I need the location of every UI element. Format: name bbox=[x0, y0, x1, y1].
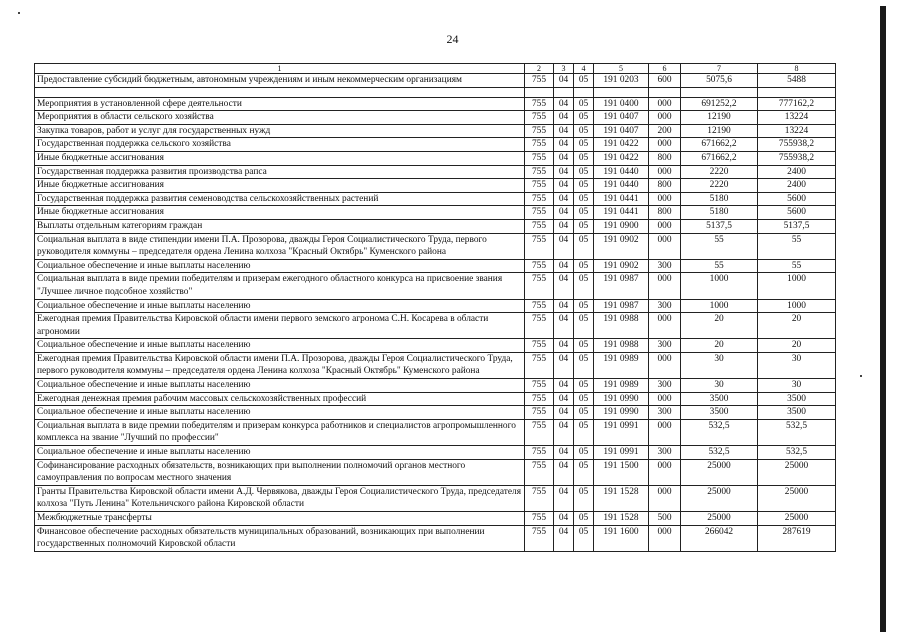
row-section: 04 bbox=[554, 512, 574, 526]
row-expense-type: 000 bbox=[649, 219, 681, 233]
row-amount-year2: 777162,2 bbox=[758, 97, 836, 111]
spacer-cell bbox=[758, 87, 836, 97]
row-amount-year2: 2400 bbox=[758, 165, 836, 179]
spacer-cell bbox=[649, 87, 681, 97]
row-admin-code: 755 bbox=[525, 179, 554, 193]
scan-edge-bar bbox=[880, 6, 886, 632]
table-row bbox=[35, 219, 836, 233]
row-target-article: 191 0422 bbox=[594, 151, 649, 165]
header-cell: 3 bbox=[554, 64, 574, 74]
row-target-article: 191 0400 bbox=[594, 97, 649, 111]
row-subsection: 05 bbox=[574, 379, 594, 393]
row-subsection: 05 bbox=[574, 165, 594, 179]
row-description: Социальное обеспечение и иные выплаты населению bbox=[35, 339, 525, 353]
table-row bbox=[35, 459, 836, 485]
row-admin-code: 755 bbox=[525, 151, 554, 165]
row-expense-type: 000 bbox=[649, 459, 681, 485]
row-admin-code: 755 bbox=[525, 259, 554, 273]
row-subsection: 05 bbox=[574, 273, 594, 299]
row-amount-year2: 3500 bbox=[758, 392, 836, 406]
row-description: Закупка товаров, работ и услуг для государственных нужд bbox=[35, 124, 525, 138]
row-admin-code: 755 bbox=[525, 459, 554, 485]
page-number: 24 bbox=[446, 32, 459, 46]
table-row bbox=[35, 192, 836, 206]
table-row bbox=[35, 165, 836, 179]
row-subsection: 05 bbox=[574, 419, 594, 445]
row-section: 04 bbox=[554, 151, 574, 165]
row-target-article: 191 0441 bbox=[594, 192, 649, 206]
row-amount-year2: 1000 bbox=[758, 273, 836, 299]
row-subsection: 05 bbox=[574, 206, 594, 220]
row-amount-year1: 5075,6 bbox=[681, 74, 758, 88]
row-expense-type: 200 bbox=[649, 124, 681, 138]
row-description: Социальное обеспечение и иные выплаты населению bbox=[35, 299, 525, 313]
row-target-article: 191 1528 bbox=[594, 512, 649, 526]
row-expense-type: 000 bbox=[649, 352, 681, 378]
row-description: Социальная выплата в виде премии победителям и призерам ежегодного областного конкурса на присвоение звания "Лучшее личное подсобное хозяйство" bbox=[35, 273, 525, 299]
row-target-article: 191 0441 bbox=[594, 206, 649, 220]
spacer-row bbox=[35, 87, 836, 97]
row-admin-code: 755 bbox=[525, 219, 554, 233]
row-section: 04 bbox=[554, 419, 574, 445]
header-cell: 4 bbox=[574, 64, 594, 74]
table-row bbox=[35, 138, 836, 152]
row-admin-code: 755 bbox=[525, 206, 554, 220]
row-target-article: 191 0987 bbox=[594, 299, 649, 313]
row-subsection: 05 bbox=[574, 233, 594, 259]
row-amount-year1: 3500 bbox=[681, 406, 758, 420]
row-description: Социальное обеспечение и иные выплаты населению bbox=[35, 379, 525, 393]
row-expense-type: 300 bbox=[649, 379, 681, 393]
row-expense-type: 300 bbox=[649, 446, 681, 460]
row-section: 04 bbox=[554, 273, 574, 299]
row-subsection: 05 bbox=[574, 138, 594, 152]
table-header-row bbox=[35, 64, 836, 74]
row-subsection: 05 bbox=[574, 124, 594, 138]
row-admin-code: 755 bbox=[525, 233, 554, 259]
row-subsection: 05 bbox=[574, 192, 594, 206]
row-amount-year1: 12190 bbox=[681, 111, 758, 125]
header-cell: 6 bbox=[649, 64, 681, 74]
budget-table bbox=[34, 63, 836, 552]
row-expense-type: 800 bbox=[649, 206, 681, 220]
row-expense-type: 300 bbox=[649, 406, 681, 420]
row-section: 04 bbox=[554, 406, 574, 420]
row-target-article: 191 0440 bbox=[594, 179, 649, 193]
row-expense-type: 000 bbox=[649, 192, 681, 206]
row-subsection: 05 bbox=[574, 339, 594, 353]
row-section: 04 bbox=[554, 233, 574, 259]
table-row bbox=[35, 259, 836, 273]
row-amount-year2: 25000 bbox=[758, 485, 836, 511]
row-admin-code: 755 bbox=[525, 299, 554, 313]
row-subsection: 05 bbox=[574, 299, 594, 313]
row-admin-code: 755 bbox=[525, 339, 554, 353]
row-target-article: 191 0902 bbox=[594, 233, 649, 259]
row-amount-year2: 287619 bbox=[758, 525, 836, 551]
row-amount-year1: 25000 bbox=[681, 459, 758, 485]
row-section: 04 bbox=[554, 74, 574, 88]
row-admin-code: 755 bbox=[525, 97, 554, 111]
table-row bbox=[35, 485, 836, 511]
row-subsection: 05 bbox=[574, 485, 594, 511]
row-target-article: 191 0900 bbox=[594, 219, 649, 233]
row-amount-year1: 691252,2 bbox=[681, 97, 758, 111]
row-description: Государственная поддержка развития семеноводства сельскохозяйственных растений bbox=[35, 192, 525, 206]
row-amount-year2: 5137,5 bbox=[758, 219, 836, 233]
row-target-article: 191 0991 bbox=[594, 446, 649, 460]
row-description: Межбюджетные трансферты bbox=[35, 512, 525, 526]
row-expense-type: 000 bbox=[649, 273, 681, 299]
row-target-article: 191 1500 bbox=[594, 459, 649, 485]
row-admin-code: 755 bbox=[525, 192, 554, 206]
row-amount-year1: 3500 bbox=[681, 392, 758, 406]
table-row bbox=[35, 179, 836, 193]
row-admin-code: 755 bbox=[525, 485, 554, 511]
row-amount-year1: 2220 bbox=[681, 165, 758, 179]
row-target-article: 191 0989 bbox=[594, 352, 649, 378]
row-amount-year2: 532,5 bbox=[758, 446, 836, 460]
row-admin-code: 755 bbox=[525, 406, 554, 420]
row-expense-type: 000 bbox=[649, 138, 681, 152]
row-amount-year1: 532,5 bbox=[681, 419, 758, 445]
row-admin-code: 755 bbox=[525, 313, 554, 339]
table-row bbox=[35, 392, 836, 406]
row-section: 04 bbox=[554, 485, 574, 511]
table-row bbox=[35, 151, 836, 165]
row-description: Социальное обеспечение и иные выплаты населению bbox=[35, 406, 525, 420]
row-section: 04 bbox=[554, 179, 574, 193]
row-description: Мероприятия в установленной сфере деятельности bbox=[35, 97, 525, 111]
row-target-article: 191 0422 bbox=[594, 138, 649, 152]
row-description: Социальное обеспечение и иные выплаты населению bbox=[35, 446, 525, 460]
row-amount-year1: 2220 bbox=[681, 179, 758, 193]
row-amount-year1: 25000 bbox=[681, 485, 758, 511]
row-admin-code: 755 bbox=[525, 379, 554, 393]
row-subsection: 05 bbox=[574, 259, 594, 273]
row-description: Иные бюджетные ассигнования bbox=[35, 179, 525, 193]
row-subsection: 05 bbox=[574, 179, 594, 193]
row-admin-code: 755 bbox=[525, 138, 554, 152]
row-amount-year1: 30 bbox=[681, 379, 758, 393]
table-row bbox=[35, 419, 836, 445]
row-amount-year1: 532,5 bbox=[681, 446, 758, 460]
row-admin-code: 755 bbox=[525, 446, 554, 460]
row-section: 04 bbox=[554, 313, 574, 339]
row-target-article: 191 1600 bbox=[594, 525, 649, 551]
spacer-cell bbox=[681, 87, 758, 97]
row-target-article: 191 0988 bbox=[594, 339, 649, 353]
row-section: 04 bbox=[554, 459, 574, 485]
row-amount-year2: 55 bbox=[758, 233, 836, 259]
row-amount-year1: 5180 bbox=[681, 192, 758, 206]
row-subsection: 05 bbox=[574, 352, 594, 378]
row-target-article: 191 0990 bbox=[594, 406, 649, 420]
row-admin-code: 755 bbox=[525, 124, 554, 138]
row-section: 04 bbox=[554, 392, 574, 406]
table-row bbox=[35, 446, 836, 460]
row-expense-type: 300 bbox=[649, 339, 681, 353]
table-row bbox=[35, 339, 836, 353]
row-amount-year2: 3500 bbox=[758, 406, 836, 420]
scan-speck bbox=[18, 12, 20, 14]
table-row bbox=[35, 273, 836, 299]
row-amount-year2: 20 bbox=[758, 313, 836, 339]
table-row bbox=[35, 233, 836, 259]
row-target-article: 191 0407 bbox=[594, 124, 649, 138]
row-subsection: 05 bbox=[574, 111, 594, 125]
header-cell: 5 bbox=[594, 64, 649, 74]
row-section: 04 bbox=[554, 446, 574, 460]
row-expense-type: 000 bbox=[649, 111, 681, 125]
row-amount-year2: 30 bbox=[758, 379, 836, 393]
row-expense-type: 000 bbox=[649, 525, 681, 551]
table-row bbox=[35, 206, 836, 220]
row-admin-code: 755 bbox=[525, 165, 554, 179]
row-amount-year2: 30 bbox=[758, 352, 836, 378]
row-amount-year2: 55 bbox=[758, 259, 836, 273]
spacer-cell bbox=[525, 87, 554, 97]
row-amount-year1: 20 bbox=[681, 339, 758, 353]
row-description: Выплаты отдельным категориям граждан bbox=[35, 219, 525, 233]
row-section: 04 bbox=[554, 525, 574, 551]
row-description: Софинансирование расходных обязательств, возникающих при выполнении полномочий органов местного самоуправления по вопросам местного значения bbox=[35, 459, 525, 485]
row-target-article: 191 0988 bbox=[594, 313, 649, 339]
spacer-cell bbox=[35, 87, 525, 97]
table-row bbox=[35, 97, 836, 111]
row-target-article: 191 0990 bbox=[594, 392, 649, 406]
row-section: 04 bbox=[554, 206, 574, 220]
row-target-article: 191 0203 bbox=[594, 74, 649, 88]
row-section: 04 bbox=[554, 379, 574, 393]
row-subsection: 05 bbox=[574, 219, 594, 233]
row-amount-year1: 1000 bbox=[681, 299, 758, 313]
row-amount-year2: 5600 bbox=[758, 192, 836, 206]
row-description: Социальное обеспечение и иные выплаты населению bbox=[35, 259, 525, 273]
row-expense-type: 000 bbox=[649, 97, 681, 111]
row-expense-type: 300 bbox=[649, 299, 681, 313]
table-row bbox=[35, 512, 836, 526]
row-expense-type: 000 bbox=[649, 233, 681, 259]
row-amount-year2: 532,5 bbox=[758, 419, 836, 445]
table-row bbox=[35, 379, 836, 393]
row-expense-type: 600 bbox=[649, 74, 681, 88]
table-row bbox=[35, 74, 836, 88]
row-description: Государственная поддержка развития производства рапса bbox=[35, 165, 525, 179]
row-expense-type: 000 bbox=[649, 165, 681, 179]
row-amount-year2: 5600 bbox=[758, 206, 836, 220]
row-section: 04 bbox=[554, 97, 574, 111]
table-row bbox=[35, 124, 836, 138]
row-amount-year1: 55 bbox=[681, 259, 758, 273]
row-admin-code: 755 bbox=[525, 419, 554, 445]
row-admin-code: 755 bbox=[525, 74, 554, 88]
row-section: 04 bbox=[554, 138, 574, 152]
spacer-cell bbox=[594, 87, 649, 97]
row-expense-type: 800 bbox=[649, 151, 681, 165]
row-subsection: 05 bbox=[574, 151, 594, 165]
spacer-cell bbox=[554, 87, 574, 97]
table-row bbox=[35, 352, 836, 378]
row-section: 04 bbox=[554, 111, 574, 125]
row-expense-type: 500 bbox=[649, 512, 681, 526]
row-target-article: 191 1528 bbox=[594, 485, 649, 511]
header-cell: 8 bbox=[758, 64, 836, 74]
row-subsection: 05 bbox=[574, 406, 594, 420]
row-description: Гранты Правительства Кировской области имени А.Д. Червякова, дважды Героя Социалистического Труда, председателя колхоза "Путь Ленина" Котельничского района Кировской области bbox=[35, 485, 525, 511]
row-target-article: 191 0991 bbox=[594, 419, 649, 445]
row-amount-year1: 12190 bbox=[681, 124, 758, 138]
row-amount-year1: 30 bbox=[681, 352, 758, 378]
row-expense-type: 800 bbox=[649, 179, 681, 193]
row-subsection: 05 bbox=[574, 392, 594, 406]
row-subsection: 05 bbox=[574, 313, 594, 339]
row-subsection: 05 bbox=[574, 446, 594, 460]
row-amount-year2: 25000 bbox=[758, 459, 836, 485]
table-row bbox=[35, 111, 836, 125]
row-section: 04 bbox=[554, 192, 574, 206]
row-expense-type: 000 bbox=[649, 419, 681, 445]
row-amount-year2: 2400 bbox=[758, 179, 836, 193]
row-amount-year2: 5488 bbox=[758, 74, 836, 88]
row-amount-year1: 55 bbox=[681, 233, 758, 259]
row-subsection: 05 bbox=[574, 97, 594, 111]
row-amount-year2: 755938,2 bbox=[758, 138, 836, 152]
row-amount-year1: 671662,2 bbox=[681, 138, 758, 152]
row-amount-year1: 1000 bbox=[681, 273, 758, 299]
row-description: Ежегодная премия Правительства Кировской области имени П.А. Прозорова, дважды Героя Социалистического Труда, первого руководителя коммуны – председателя ордена Ленина колхоза "Красный Октябрь" Куменского района bbox=[35, 352, 525, 378]
table-row bbox=[35, 299, 836, 313]
row-admin-code: 755 bbox=[525, 352, 554, 378]
row-description: Мероприятия в области сельского хозяйства bbox=[35, 111, 525, 125]
row-section: 04 bbox=[554, 124, 574, 138]
row-admin-code: 755 bbox=[525, 512, 554, 526]
row-description: Ежегодная премия Правительства Кировской области имени первого земского агронома С.Н. Косарева в области агрономии bbox=[35, 313, 525, 339]
row-target-article: 191 0440 bbox=[594, 165, 649, 179]
row-section: 04 bbox=[554, 259, 574, 273]
row-amount-year2: 755938,2 bbox=[758, 151, 836, 165]
row-amount-year2: 1000 bbox=[758, 299, 836, 313]
row-description: Социальная выплата в виде стипендии имени П.А. Прозорова, дважды Героя Социалистического Труда, первого руководителя коммуны – председателя ордена Ленина колхоза "Красный Октябрь" Куменского района bbox=[35, 233, 525, 259]
table-row bbox=[35, 313, 836, 339]
row-description: Иные бюджетные ассигнования bbox=[35, 151, 525, 165]
row-subsection: 05 bbox=[574, 459, 594, 485]
row-expense-type: 300 bbox=[649, 259, 681, 273]
row-amount-year2: 13224 bbox=[758, 111, 836, 125]
row-expense-type: 000 bbox=[649, 313, 681, 339]
table-row bbox=[35, 406, 836, 420]
row-subsection: 05 bbox=[574, 74, 594, 88]
row-subsection: 05 bbox=[574, 525, 594, 551]
row-amount-year2: 13224 bbox=[758, 124, 836, 138]
spacer-cell bbox=[574, 87, 594, 97]
row-section: 04 bbox=[554, 352, 574, 378]
row-expense-type: 000 bbox=[649, 485, 681, 511]
table-row bbox=[35, 525, 836, 551]
row-target-article: 191 0407 bbox=[594, 111, 649, 125]
row-target-article: 191 0902 bbox=[594, 259, 649, 273]
header-cell: 2 bbox=[525, 64, 554, 74]
row-subsection: 05 bbox=[574, 512, 594, 526]
row-amount-year2: 25000 bbox=[758, 512, 836, 526]
row-amount-year2: 20 bbox=[758, 339, 836, 353]
row-section: 04 bbox=[554, 165, 574, 179]
header-cell: 7 bbox=[681, 64, 758, 74]
row-amount-year1: 671662,2 bbox=[681, 151, 758, 165]
row-section: 04 bbox=[554, 219, 574, 233]
row-description: Финансовое обеспечение расходных обязательств муниципальных образований, возникающих при выполнении государственных полномочий Кировской области bbox=[35, 525, 525, 551]
row-admin-code: 755 bbox=[525, 392, 554, 406]
row-amount-year1: 266042 bbox=[681, 525, 758, 551]
row-admin-code: 755 bbox=[525, 111, 554, 125]
row-description: Государственная поддержка сельского хозяйства bbox=[35, 138, 525, 152]
row-description: Иные бюджетные ассигнования bbox=[35, 206, 525, 220]
row-amount-year1: 25000 bbox=[681, 512, 758, 526]
row-section: 04 bbox=[554, 339, 574, 353]
row-description: Социальная выплата в виде премии победителям и призерам конкурса работников и специалистов агропромышленного комплекса на звание "Лучший по профессии" bbox=[35, 419, 525, 445]
row-admin-code: 755 bbox=[525, 273, 554, 299]
row-target-article: 191 0987 bbox=[594, 273, 649, 299]
scan-speck bbox=[860, 375, 862, 377]
row-section: 04 bbox=[554, 299, 574, 313]
row-amount-year1: 20 bbox=[681, 313, 758, 339]
row-target-article: 191 0989 bbox=[594, 379, 649, 393]
row-amount-year1: 5180 bbox=[681, 206, 758, 220]
row-description: Предоставление субсидий бюджетным, автономным учреждениям и иным некоммерческим организациям bbox=[35, 74, 525, 88]
row-admin-code: 755 bbox=[525, 525, 554, 551]
row-description: Ежегодная денежная премия рабочим массовых сельскохозяйственных профессий bbox=[35, 392, 525, 406]
row-expense-type: 000 bbox=[649, 392, 681, 406]
header-cell: 1 bbox=[35, 64, 525, 74]
row-amount-year1: 5137,5 bbox=[681, 219, 758, 233]
